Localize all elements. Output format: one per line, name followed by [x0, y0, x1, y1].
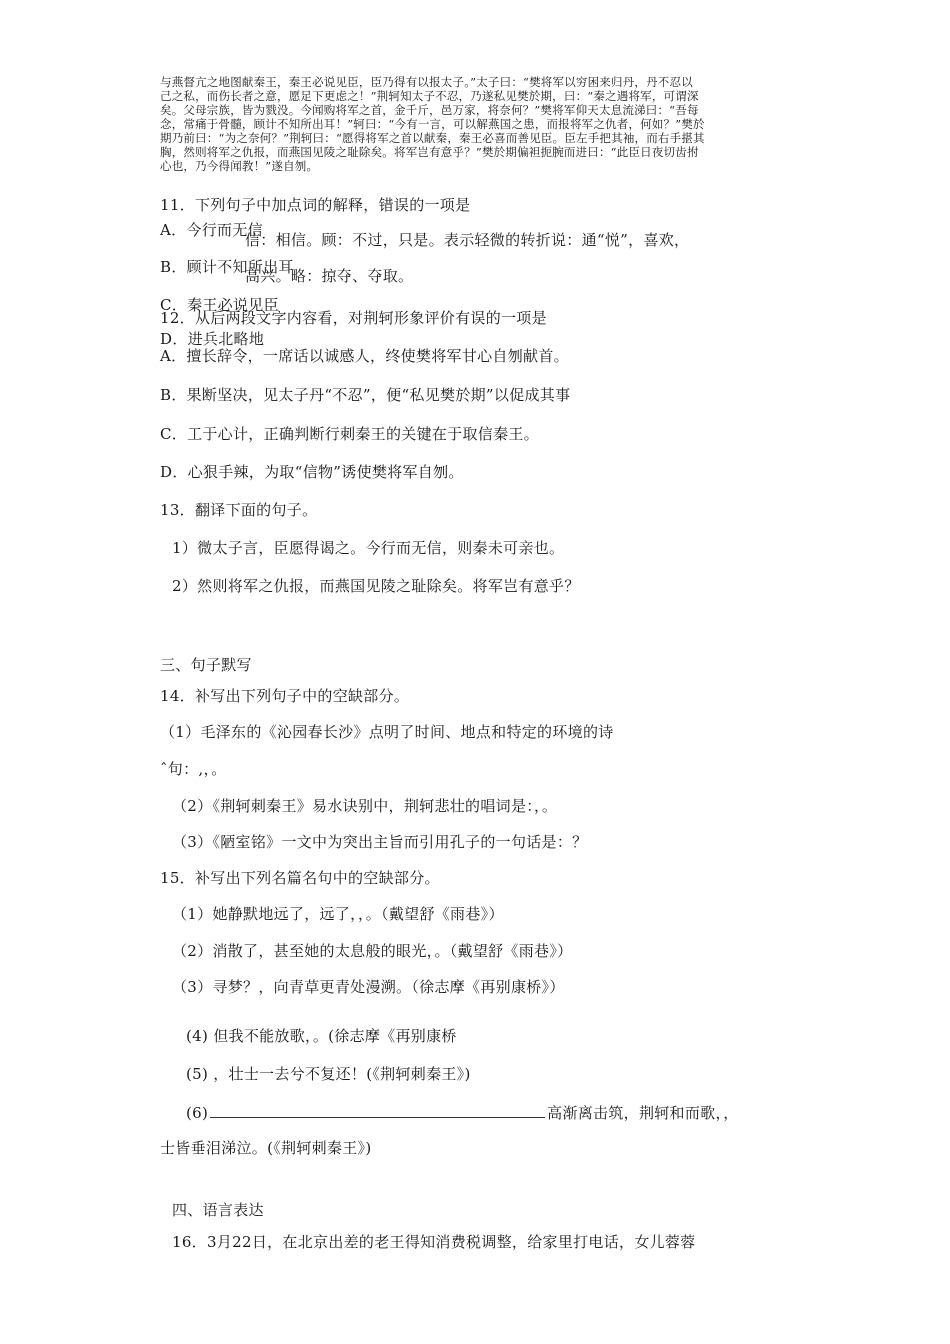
- q12-option-d: D．心狠手辣，为取“信物”诱使樊将军自刎。: [160, 463, 464, 481]
- q15-item-2: （2）消散了，甚至她的太息般的眼光，。（戴望舒《雨巷》）: [172, 942, 573, 960]
- passage-line: 胸，然则将军之仇报，而燕国见陵之耻除矣。将军岂有意乎？”樊於期偏袒扼腕而进曰：“此臣日夜切齿拊: [160, 145, 699, 159]
- fill-in-blank[interactable]: [210, 1102, 545, 1118]
- q14-item-1-cont: ˆ句：,，。: [160, 760, 227, 778]
- q11-note-1: 信：相信。顾：不过，只是。表示轻微的转折说：通“悦”，喜欢，: [245, 231, 690, 249]
- section3-title: 三、句子默写: [160, 656, 252, 674]
- passage-line: 己之私，而伤长者之意，愿足下更虑之！”荆轲知太子不忍，乃遂私见樊於期，曰：“秦之遇将军，可谓深: [160, 89, 699, 103]
- q11-option-a: A．今行而无信: [160, 221, 263, 239]
- q14-item-3: （3）《陋室铭》一文中为突出主旨而引用孔子的一句话是：？: [172, 833, 588, 851]
- q12-option-b: B．果断坚决，见太子丹“不忍”，便“私见樊於期”以促成其事: [160, 386, 571, 404]
- q12-option-c: C．工于心计，正确判断行刺秦王的关键在于取信秦王。: [160, 425, 539, 443]
- q15-item-5: (5) ，壮士一去兮不复还！(《荆轲刺秦王》): [186, 1065, 471, 1083]
- section4-title: 四、语言表达: [172, 1201, 264, 1219]
- q11-option-d: D．进兵北略地: [160, 330, 265, 348]
- q12-stem: 12．从后两段文字内容看，对荆轲形象评价有误的一项是: [160, 309, 547, 327]
- q15-stem: 15．补写出下列名篇名句中的空缺部分。: [160, 869, 440, 887]
- q16-stem: 16．3月22日，在北京出差的老王得知消费税调整，给家里打电话，女儿蓉蓉: [172, 1233, 696, 1251]
- q14-item-1: （1）毛泽东的《沁园春长沙》点明了时间、地点和特定的环境的诗: [160, 723, 614, 741]
- q11-option-b: B．顾计不知所出耳: [160, 258, 294, 276]
- q13-sentence-2: 2）然则将军之仇报，而燕国见陵之耻除矣。将军岂有意乎？: [172, 577, 580, 595]
- passage-line: 念，常痛于骨髓，顾计不知所出耳！”轲曰：“今有一言，可以解燕国之患，而报将军之仇者，何如？”樊於: [160, 117, 705, 131]
- q15-item-6-number: (6): [186, 1104, 209, 1122]
- passage-line: 矣。父母宗族，皆为戮没。今闻购将军之首，金千斤，邑万家，将奈何？”樊将军仰天太息流涕曰：“吾每: [160, 103, 699, 117]
- q13-sentence-1: 1）微太子言，臣愿得谒之。今行而无信，则秦未可亲也。: [172, 539, 565, 557]
- q15-item-4: (4) 但我不能放歌，。(徐志摩《再别康桥: [186, 1027, 457, 1045]
- q12-option-a: A．擅长辞令，一席话以诚感人，终使樊将军甘心自刎献首。: [160, 347, 569, 365]
- q15-item-6: [186, 1102, 739, 1123]
- q15-item-6-text: 高渐离击筑，荆轲和而歌，，: [547, 1104, 739, 1122]
- q15-item-3: （3）寻梦？，向青草更青处漫溯。（徐志摩《再别康桥》）: [172, 978, 565, 996]
- q15-item-6-cont: 士皆垂泪涕泣。(《荆轲刺秦王》): [160, 1139, 372, 1157]
- q11-stem: 11．下列句子中加点词的解释，错误的一项是: [160, 196, 471, 214]
- q14-item-2: （2）《荆轲刺秦王》易水诀别中，荆轲悲壮的唱词是：，。: [172, 797, 558, 815]
- passage-line: 与燕督亢之地图献秦王，秦王必说见臣，臣乃得有以报太子。”太子曰：“樊将军以穷困来归丹，丹不忍以: [160, 75, 693, 89]
- q11-note-2: 高兴。略：掠夺、夺取。: [245, 267, 414, 285]
- passage-line: 期乃前曰：“为之奈何？”荆轲曰：“愿得将军之首以献秦，秦王必喜而善见臣。臣左手把其袖，而右手揕其: [160, 131, 705, 145]
- q15-item-1: （1）她静默地远了，远了，，。（戴望舒《雨巷》）: [172, 905, 504, 923]
- q11-option-c: C．秦王必说见臣: [160, 296, 279, 314]
- q14-stem: 14．补写出下列句子中的空缺部分。: [160, 687, 410, 705]
- passage-line: 心也，乃今得闻教！”遂自刎。: [160, 159, 319, 173]
- q13-stem: 13．翻译下面的句子。: [160, 501, 318, 519]
